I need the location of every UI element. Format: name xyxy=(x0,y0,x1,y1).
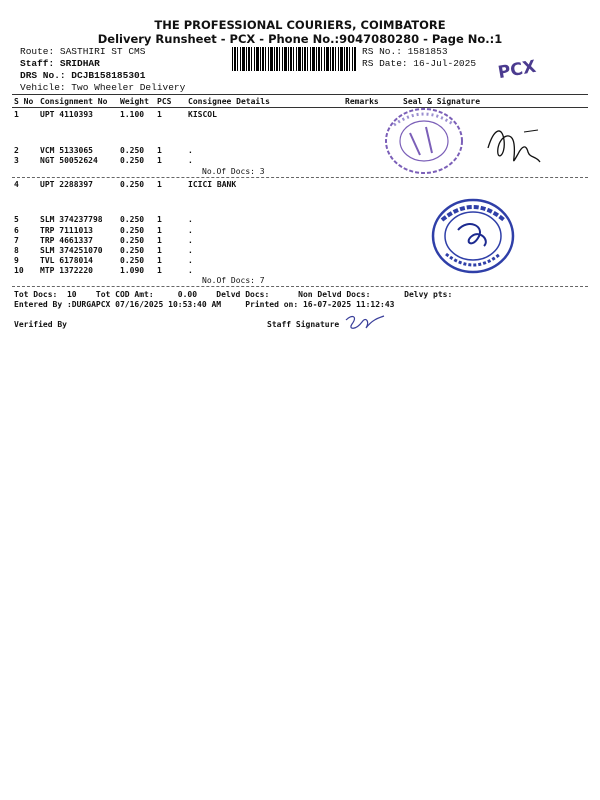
entered-by-line: Entered By :DURGAPCX 07/16/2025 10:53:40 AM Printed on: 16-07-2025 11:12:43 xyxy=(14,300,395,309)
table-row xyxy=(0,180,600,190)
cell-sno: 2 xyxy=(14,146,19,155)
col-pcs: PCS xyxy=(157,97,172,106)
staff-signature-mark xyxy=(342,312,388,334)
cell-consignee: . xyxy=(188,256,193,265)
header-rule-top xyxy=(12,94,588,95)
cell-sno: 10 xyxy=(14,266,24,275)
cell-consignee: . xyxy=(188,236,193,245)
cell-cons: VCM 5133065 xyxy=(40,146,93,155)
cell-cons: UPT 2288397 xyxy=(40,180,93,189)
cell-sno: 3 xyxy=(14,156,19,165)
cell-pcs: 1 xyxy=(157,256,162,265)
cell-cons: MTP 1372220 xyxy=(40,266,93,275)
cell-sno: 4 xyxy=(14,180,19,189)
drs-number: DRS No.: DCJB158185301 xyxy=(20,70,146,81)
cell-consignee: . xyxy=(188,246,193,255)
cell-consignee: . xyxy=(188,146,193,155)
col-seal-signature: Seal & Signature xyxy=(403,97,481,106)
cell-weight: 0.250 xyxy=(120,156,145,165)
col-consignment: Consignment No xyxy=(40,97,108,106)
company-title: THE PROFESSIONAL COURIERS, COIMBATORE xyxy=(154,18,446,32)
route-label: Route: SASTHIRI ST CMS xyxy=(20,46,146,57)
group2-doc-count: No.Of Docs: 7 xyxy=(202,276,265,285)
cell-weight: 0.250 xyxy=(120,226,145,235)
cell-pcs: 1 xyxy=(157,226,162,235)
staff-label: Staff: SRIDHAR xyxy=(20,58,100,69)
cell-pcs: 1 xyxy=(157,215,162,224)
cell-cons: SLM 374237798 xyxy=(40,215,103,224)
staff-signature-label: Staff Signature xyxy=(267,320,340,329)
rs-number: RS No.: 1581853 xyxy=(362,46,448,57)
cell-cons: TVL 6178014 xyxy=(40,256,93,265)
cell-sno: 8 xyxy=(14,246,19,255)
rs-date: RS Date: 16-Jul-2025 xyxy=(362,58,477,69)
cell-cons: SLM 374251070 xyxy=(40,246,103,255)
cell-weight: 0.250 xyxy=(120,246,145,255)
cell-cons: TRP 7111013 xyxy=(40,226,93,235)
cell-cons: TRP 4661337 xyxy=(40,236,93,245)
runsheet-subtitle: Delivery Runsheet - PCX - Phone No.:9047080280 - Page No.:1 xyxy=(97,32,503,46)
cell-consignee: ICICI BANK xyxy=(188,180,237,189)
col-consignee: Consignee Details xyxy=(188,97,270,106)
cell-sno: 5 xyxy=(14,215,19,224)
col-sno: S No xyxy=(14,97,34,106)
cell-weight: 0.250 xyxy=(120,215,145,224)
cell-pcs: 1 xyxy=(157,236,162,245)
barcode xyxy=(232,47,356,71)
cell-pcs: 1 xyxy=(157,180,162,189)
header-rule-bottom xyxy=(12,107,588,108)
col-weight: Weight xyxy=(120,97,149,106)
cell-sno: 6 xyxy=(14,226,19,235)
cell-cons: NGT 50052624 xyxy=(40,156,98,165)
cell-sno: 9 xyxy=(14,256,19,265)
vehicle-label: Vehicle: Two Wheeler Delivery xyxy=(20,82,186,93)
cell-weight: 1.100 xyxy=(120,110,145,119)
cell-weight: 1.090 xyxy=(120,266,145,275)
group2-divider xyxy=(12,286,588,287)
cell-pcs: 1 xyxy=(157,146,162,155)
cell-cons: UPT 4110393 xyxy=(40,110,93,119)
cell-consignee: . xyxy=(188,215,193,224)
col-remarks: Remarks xyxy=(345,97,379,106)
cell-pcs: 1 xyxy=(157,266,162,275)
cell-consignee: KISCOL xyxy=(188,110,217,119)
cell-sno: 1 xyxy=(14,110,19,119)
table-header xyxy=(0,97,600,107)
kiscol-signature xyxy=(484,118,544,170)
cell-consignee: . xyxy=(188,266,193,275)
cell-consignee: . xyxy=(188,156,193,165)
cell-pcs: 1 xyxy=(157,110,162,119)
verified-by-label: Verified By xyxy=(14,320,67,329)
pcx-stamp: PCX xyxy=(496,56,538,84)
cell-pcs: 1 xyxy=(157,156,162,165)
group1-doc-count: No.Of Docs: 3 xyxy=(202,167,265,176)
icici-seal-stamp xyxy=(428,196,518,276)
kiscol-seal-stamp xyxy=(380,103,470,178)
cell-weight: 0.250 xyxy=(120,256,145,265)
cell-pcs: 1 xyxy=(157,246,162,255)
totals-line: Tot Docs: 10 Tot COD Amt: 0.00 Delvd Docs: Non Delvd Docs: Delvy pts: xyxy=(14,290,453,299)
cell-weight: 0.250 xyxy=(120,180,145,189)
cell-weight: 0.250 xyxy=(120,236,145,245)
group1-divider xyxy=(12,177,588,178)
cell-consignee: . xyxy=(188,226,193,235)
cell-weight: 0.250 xyxy=(120,146,145,155)
cell-sno: 7 xyxy=(14,236,19,245)
